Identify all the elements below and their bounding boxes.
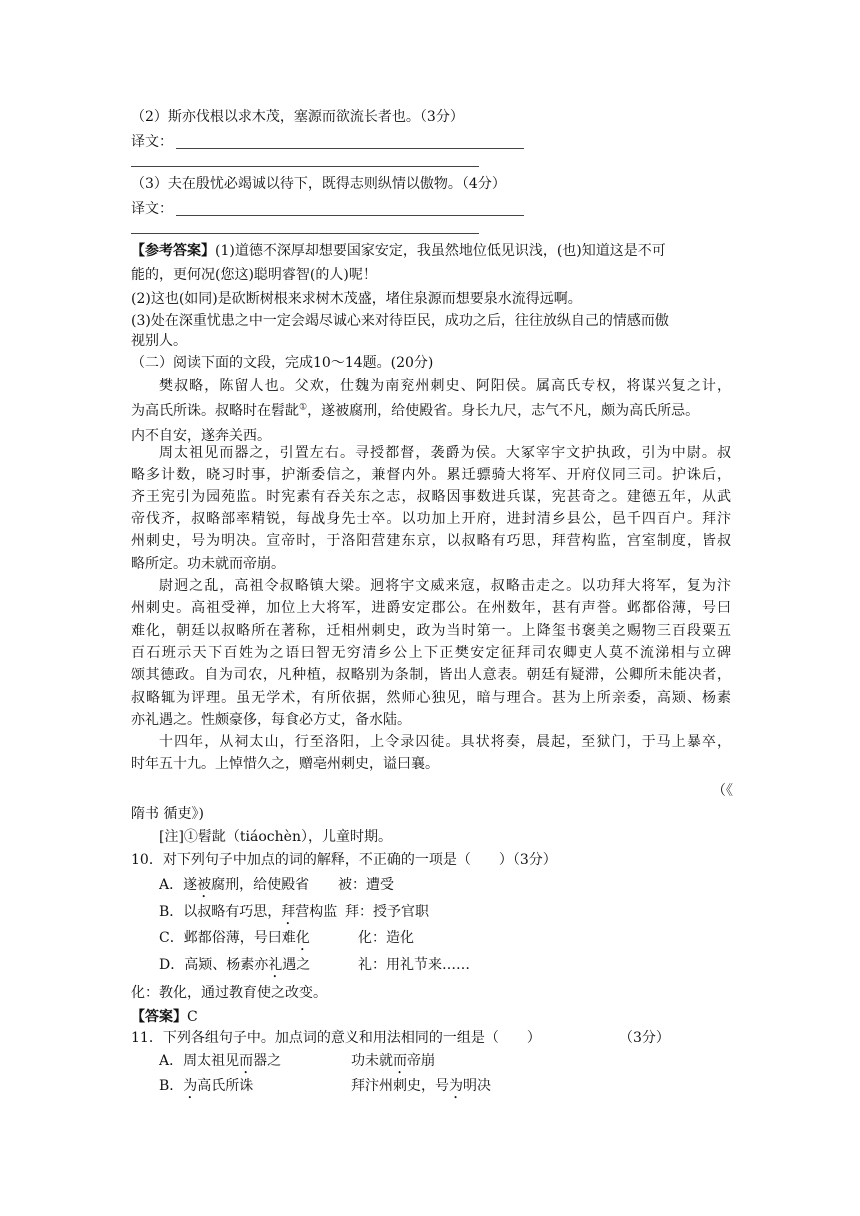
q11-b-right-dotted-word: 为 <box>449 1078 463 1094</box>
q11-a-left-dotted-word: 而 <box>239 1053 254 1069</box>
q10-a-dotted-word: 被 <box>197 877 212 893</box>
passage-p2-line-5: 州刺史，号为明决。宣帝时，于洛阳营建东京，以叔略有巧思，拜营构监，宫室制度，皆叔 <box>131 533 731 549</box>
passage-p2-line-1: 周太祖见而器之，引置左右。寻授都督，袭爵为侯。大冢宰宇文护执政，引为中尉。叔 <box>159 445 731 461</box>
translation-blank-2b[interactable] <box>131 166 479 167</box>
q10-option-d-gloss: 礼：用礼节来…… <box>358 957 470 973</box>
q10-a-pre: A．遂 <box>159 877 198 893</box>
reference-answer-label: 【参考答案】 <box>131 243 215 259</box>
q10-option-a-gloss: 被：遭受 <box>338 877 394 893</box>
passage-p1-line-2b: ，遂被腐刑，给使殿省。身长九尺，志气不凡，颇为高氏所忌。 <box>307 403 700 419</box>
answer-3-first: (3)处在深重忧患之中一定会竭尽诚心来对待臣民，成功之后，往往放纵自己的情感而傲 <box>131 313 669 329</box>
source-open-bracket: （《 <box>712 783 733 799</box>
q11-b-left-dotted-word: 为 <box>183 1078 198 1094</box>
q10-option-b[interactable] <box>159 903 337 921</box>
translation-blank-3a[interactable] <box>176 215 524 216</box>
q11-option-b-left[interactable] <box>159 1077 253 1095</box>
q10-c-dotted-word: 化 <box>295 930 310 946</box>
passage-p3-line-1: 尉迥之乱，高祖令叔略镇大梁。迥将宇文威来寇，叔略击走之。以功拜大将军，复为汴 <box>159 578 731 594</box>
passage-p1-line-3: 内不自安，遂奔关西。 <box>131 428 271 444</box>
q10-option-c-gloss: 化：造化 <box>358 930 414 946</box>
passage-p4-line-1: 十四年，从祠太山，行至洛阳，上令录囚徒。具状将奏，晨起，至狱门，于马上暴卒， <box>159 734 731 750</box>
translation-blank-2a[interactable] <box>176 148 524 149</box>
q10-option-a[interactable] <box>159 876 309 894</box>
translation-label-2: 译文： <box>131 134 173 150</box>
q10-option-c[interactable] <box>159 929 310 947</box>
q11-option-a-left[interactable] <box>159 1052 281 1070</box>
answer-2: (2)这也(如同)是砍断树根来求树木茂盛，堵住泉源而想要泉水流得远啊。 <box>131 291 582 307</box>
footnote-marker: ① <box>299 402 308 413</box>
q10-option-d-gloss-continued: 化：教化，通过教育使之改变。 <box>131 985 327 1001</box>
q11-b-right-pre: 拜汴州刺史，号 <box>351 1078 449 1094</box>
passage-p3-line-2: 州刺史。高祖受禅，加位上大将军，进爵安定郡公。在州数年，甚有声誉。邺都俗薄，号曰 <box>131 600 731 616</box>
q10-d-dotted-word: 礼 <box>268 957 283 973</box>
passage-p1-line-1: 樊叔略，陈留人也。父欢，仕魏为南兖州刺史、阿阳侯。属高氏专权，将谋兴复之计， <box>159 378 731 394</box>
q11-b-left-pre: B． <box>159 1078 184 1094</box>
q10-c-pre: C．邺都俗薄，号曰难 <box>159 930 296 946</box>
q11-b-right-post: 明决 <box>463 1078 491 1094</box>
q11-a-right-pre: 功未就 <box>351 1053 393 1069</box>
q11-a-left-post: 器之 <box>253 1053 282 1069</box>
passage-p2-line-6: 略所定。功未就而帝崩。 <box>131 556 285 572</box>
q10-d-pre: D．高颎、杨素亦 <box>159 957 269 973</box>
q11-a-right-dotted-word: 而 <box>393 1053 407 1069</box>
q10-option-d[interactable] <box>159 956 310 974</box>
q11-a-right-post: 帝崩 <box>407 1053 435 1069</box>
answer-3-second: 视别人。 <box>131 333 187 349</box>
question-11-score: （3分） <box>619 1030 670 1046</box>
passage-p3-line-6: 叔略辄为评理。虽无学术，有所依据，然师心独见，暗与理合。甚为上所亲委，高颎、杨素 <box>131 690 731 706</box>
passage-p2-line-4: 帝伐齐，叔略部率精锐，每战身先士卒。以功加上开府，进封清乡县公，邑千四百户。拜汴 <box>131 511 731 527</box>
q11-a-left-pre: A．周太祖见 <box>159 1053 240 1069</box>
q11-option-b-right <box>351 1077 491 1095</box>
reference-answer-line-1 <box>131 242 666 260</box>
q11-b-left-post: 高氏所诛 <box>197 1078 254 1094</box>
answer-1-first: (1)道德不深厚却想要国家安定，我虽然地位低见识浅，(也)知道这是不可 <box>215 243 666 259</box>
q10-d-post: 遇之 <box>282 957 311 973</box>
passage-p3-line-5: 颂其德政。自为司农，凡种植，叔略别为条制，皆出人意表。朝廷有疑滞，公卿所未能决者， <box>131 667 731 683</box>
passage-p2-line-2: 略多计数，晓习时事，护渐委信之，兼督内外。累迁骠骑大将军、开府仪同三司。护诛后， <box>131 467 731 483</box>
passage-p3-line-7: 亦礼遇之。性颇豪侈，每食必方丈，备水陆。 <box>131 712 411 728</box>
q10-answer <box>131 1008 198 1026</box>
passage-p3-line-3: 难化，朝廷以叔略所在著称，迁相州刺史，政为当时第一。上降玺书褒美之赐物三百段粟五 <box>131 623 731 639</box>
q10-option-b-gloss: 拜：授予官职 <box>345 904 429 920</box>
passage-p1-line-2a: 为高氏所诛。叔略时在髫龀 <box>131 403 299 419</box>
q10-answer-value: C <box>187 1009 198 1025</box>
translation-blank-3b[interactable] <box>131 233 479 234</box>
source-title: 隋书 循吏》) <box>131 806 204 822</box>
section-2-heading: （二）阅读下面的文段，完成10～14题。(20分) <box>131 355 434 371</box>
translation-label-3: 译文： <box>131 201 173 217</box>
passage-p1-line-2 <box>131 402 699 420</box>
question-11-stem: 11．下列各组句子中。加点词的意义和用法相同的一组是（ ） <box>131 1030 541 1046</box>
passage-p4-line-2: 时年五十九。上悼惜久之，赠亳州刺史，谥曰襄。 <box>131 756 439 772</box>
q10-a-post: 腐刑，给使殿省 <box>211 877 310 893</box>
question-2-sentence: （2）斯亦伐根以求木茂，塞源而欲流长者也。（3分） <box>131 109 464 125</box>
answer-1-second: 能的，更何况(您这)聪明睿智(的人)呢！ <box>131 267 377 283</box>
question-10-stem: 10．对下列句子中加点的词的解释，不正确的一项是（ ）（3分） <box>131 852 557 868</box>
footnote: [注]①髫龀（tiáochèn），儿童时期。 <box>159 829 392 845</box>
question-3-sentence: （3）夫在殷忧必竭诚以待下，既得志则纵情以傲物。（4分） <box>131 176 506 192</box>
q10-answer-label: 【答案】 <box>131 1009 187 1025</box>
passage-p3-line-4: 百石班示天下百姓为之语曰智无穷清乡公上下正樊安定征拜司农卿吏人莫不流涕相与立碑 <box>131 645 731 661</box>
q10-b-pre: B．以叔略有巧思， <box>159 904 282 920</box>
q11-option-a-right <box>351 1052 435 1070</box>
q10-b-post: 营构监 <box>295 904 338 920</box>
q10-b-dotted-word: 拜 <box>281 904 296 920</box>
passage-p2-line-3: 齐王宪引为园苑监。时宪素有吞关东之志，叔略因事数进兵谋，宪甚奇之。建德五年，从武 <box>131 489 731 505</box>
